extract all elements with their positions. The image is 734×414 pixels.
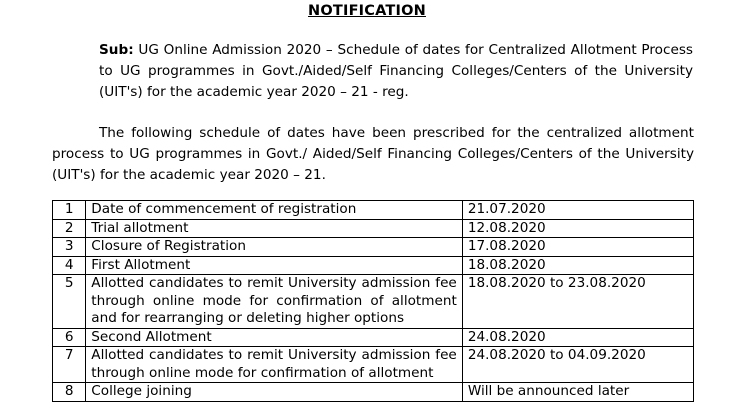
row-event: Allotted candidates to remit University admission fee through online mode for confirmation of allotment and for rearranging or deleting higher options	[86, 275, 463, 329]
row-event: Date of commencement of registration	[86, 201, 463, 220]
schedule-table	[52, 200, 694, 402]
row-event: First Allotment	[86, 256, 463, 275]
subject-paragraph	[99, 40, 693, 103]
row-date: 24.08.2020	[462, 328, 693, 347]
row-event: Second Allotment	[86, 328, 463, 347]
schedule-row	[53, 256, 694, 275]
row-number: 4	[53, 256, 86, 275]
row-date: Will be announced later	[462, 383, 693, 402]
schedule-row	[53, 219, 694, 238]
schedule-table-body	[53, 201, 694, 402]
row-number: 2	[53, 219, 86, 238]
row-number: 1	[53, 201, 86, 220]
row-number: 7	[53, 347, 86, 383]
row-event: College joining	[86, 383, 463, 402]
notification-title: NOTIFICATION	[308, 3, 426, 19]
schedule-row	[53, 275, 694, 329]
row-date: 24.08.2020 to 04.09.2020	[462, 347, 693, 383]
row-date: 12.08.2020	[462, 219, 693, 238]
row-date: 18.08.2020	[462, 256, 693, 275]
row-date: 17.08.2020	[462, 238, 693, 257]
schedule-row	[53, 201, 694, 220]
row-date: 21.07.2020	[462, 201, 693, 220]
row-event: Allotted candidates to remit University admission fee through online mode for confirmation of allotment	[86, 347, 463, 383]
schedule-row	[53, 383, 694, 402]
row-number: 6	[53, 328, 86, 347]
subject-label: Sub:	[99, 42, 134, 58]
schedule-row	[53, 238, 694, 257]
row-number: 3	[53, 238, 86, 257]
intro-paragraph: The following schedule of dates have been prescribed for the centralized allotment process to UG programmes in Govt./ Aided/Self Financing Colleges/Centers of the University (UIT's) for the academic year 2020 – 21.	[52, 125, 694, 183]
subject-text: UG Online Admission 2020 – Schedule of dates for Centralized Allotment Process to UG programmes in Govt./Aided/Self Financing Colleges/Centers of the University (UIT's) for the academic year 2020 – 21 - reg.	[99, 42, 693, 100]
row-number: 8	[53, 383, 86, 402]
schedule-row	[53, 328, 694, 347]
schedule-row	[53, 347, 694, 383]
row-event: Trial allotment	[86, 219, 463, 238]
row-event: Closure of Registration	[86, 238, 463, 257]
row-date: 18.08.2020 to 23.08.2020	[462, 275, 693, 329]
row-number: 5	[53, 275, 86, 329]
